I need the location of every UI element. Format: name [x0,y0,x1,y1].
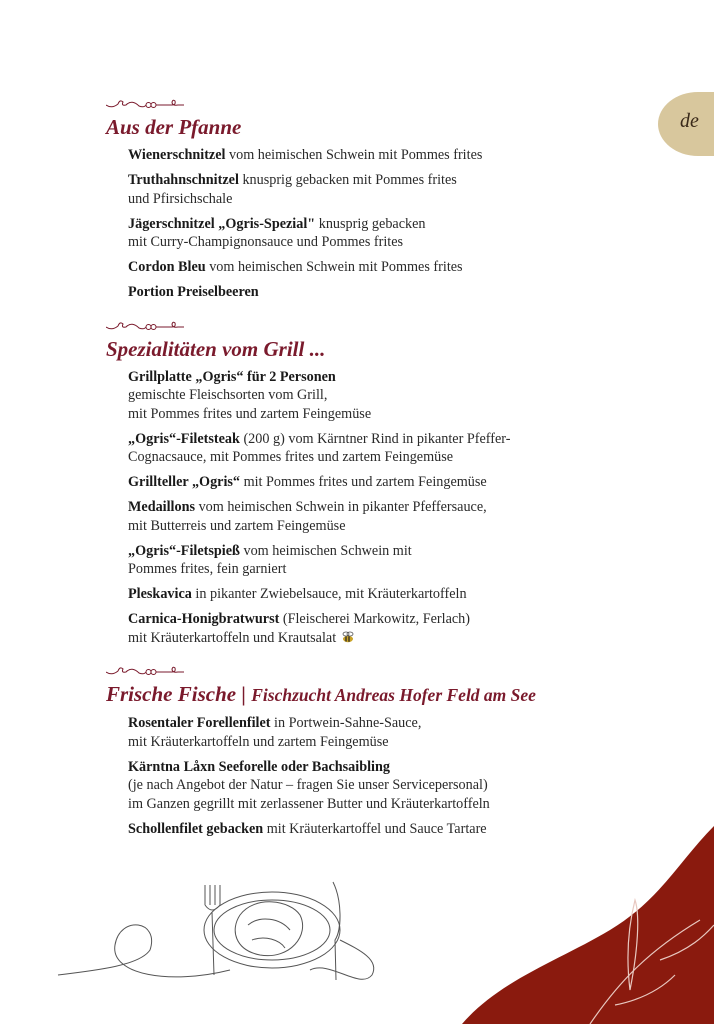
menu-item: „Ogris“-Filetspieß vom heimischen Schwein mit Pommes frites, fein garniert [128,542,412,577]
menu-item: Wienerschnitzel vom heimischen Schwein mit Pommes frites [128,147,483,163]
menu-item: Carnica-Honigbratwurst (Fleischerei Markowitz, Ferlach) mit Kräuterkartoffeln und Krautsalat [128,611,471,646]
menu-item: Medaillons vom heimischen Schwein in pikanter Pfeffersauce, mit Butterreis und zartem Feingemüse [128,499,487,534]
section-subtitle: Fischzucht Andreas Hofer Feld am See [251,685,536,705]
section-title: Frische Fische | Fischzucht Andreas Hofer Feld am See [106,682,536,706]
red-wave-shape [462,826,714,1024]
language-label: de [680,110,699,132]
menu-item: Truthahnschnitzel knusprig gebacken mit Pommes frites und Pfirsichschale [128,172,457,207]
section-title: Aus der Pfanne [106,115,242,139]
menu-item: Jägerschnitzel „Ogris-Spezial" knusprig gebacken mit Curry-Champignonsauce und Pommes frites [128,215,426,250]
plate-with-steak-illustration [58,882,374,980]
menu-item: Schollenfilet gebacken mit Kräuterkartoffel und Sauce Tartare [128,820,487,837]
menu-item: „Ogris“-Filetsteak (200 g) vom Kärntner Rind in pikanter Pfeffer- Cognacsauce, mit Pommes frites und zartem Feingemüse [128,430,511,465]
menu-item: Cordon Bleu vom heimischen Schwein mit Pommes frites [128,259,463,275]
menu-item: Kärntna Låxn Seeforelle oder Bachsaibling (je nach Angebot der Natur – fragen Sie unser Servicepersonal) im Ganzen gegrillt mit zerlassener Butter und Kräuterkartoffeln [128,758,490,812]
section-title: Spezialitäten vom Grill ... [106,336,326,361]
menu-item: Grillplatte „Ogris“ für 2 Personen gemischte Fleischsorten vom Grill, mit Pommes frites und zartem Feingemüse [128,368,372,422]
menu-item: Rosentaler Forellenfilet in Portwein-Sahne-Sauce, mit Kräuterkartoffeln und zartem Feingemüse [128,715,422,750]
menu-item: Portion Preiselbeeren [128,284,259,300]
menu-item: Grillteller „Ogris“ mit Pommes frites und zartem Feingemüse [128,474,487,490]
menu-item: Pleskavica in pikanter Zwiebelsauce, mit Kräuterkartoffeln [128,586,467,602]
